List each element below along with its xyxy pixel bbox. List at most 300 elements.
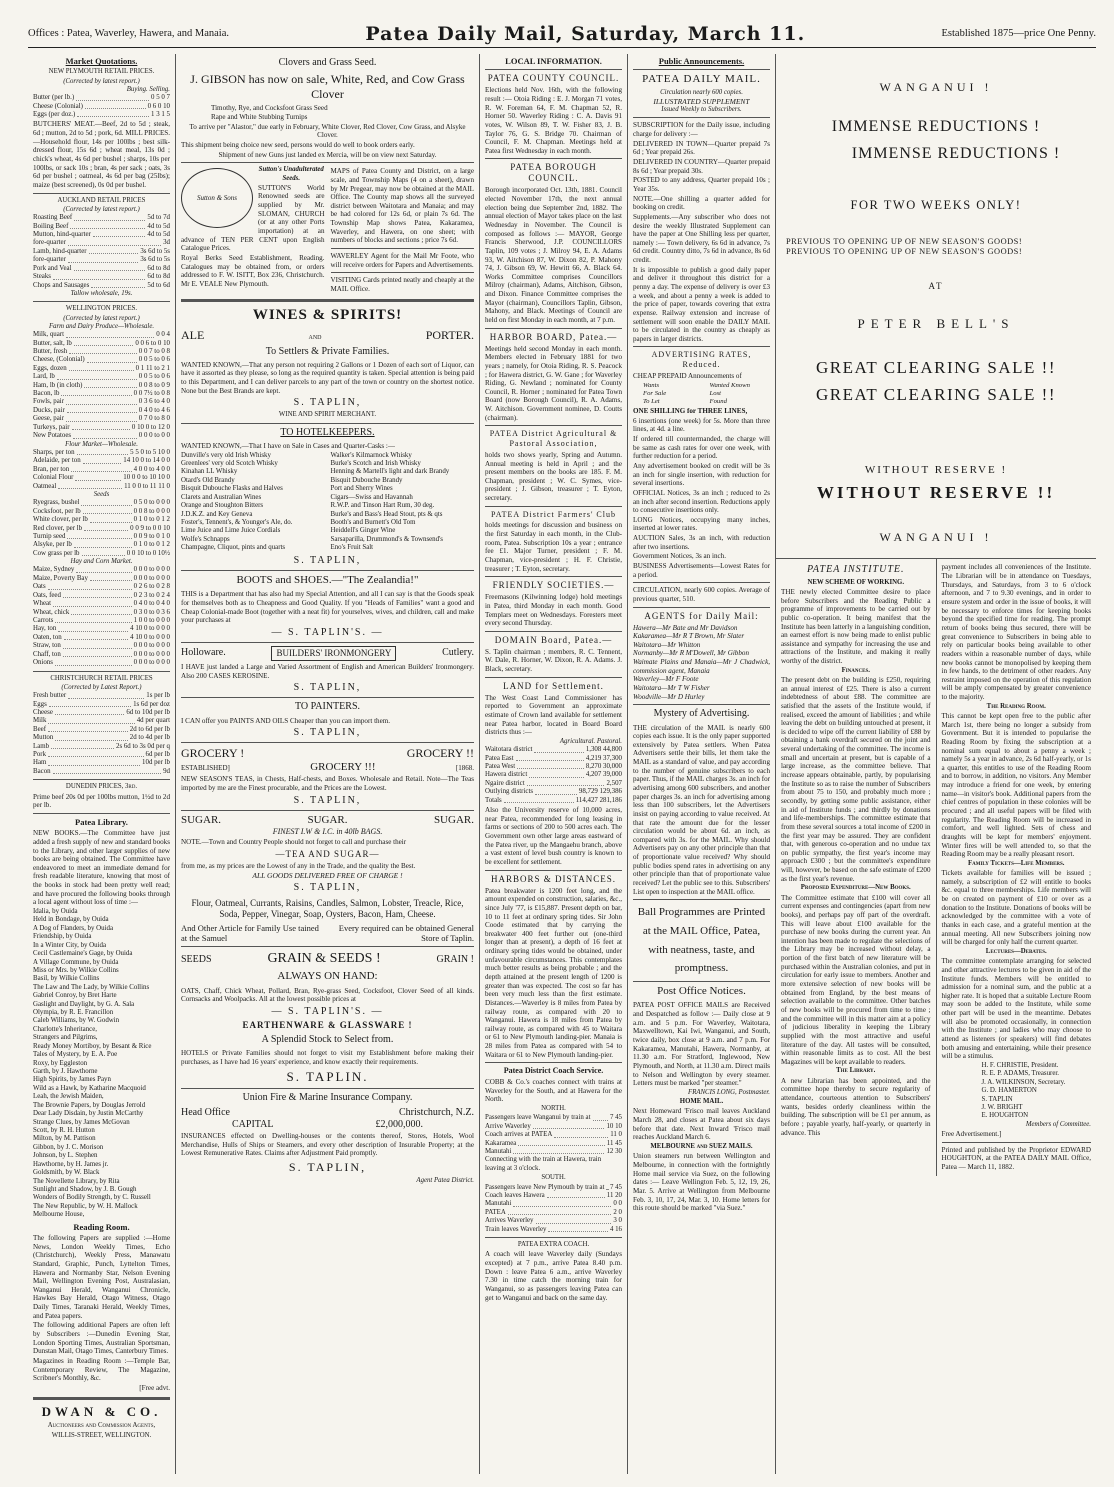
row-value: 114,427 281,186 xyxy=(575,796,622,804)
insertions-line: 6 insertions (one week) for 5s. More than three lines, at 4d. a line. xyxy=(633,416,770,434)
row-value: 14 10 0 to 14 0 0 xyxy=(123,457,170,465)
melbourne-text: Union steamers run between Wellington and Melbourne, in connection with the fortnightly Home mail service via Suez, on the following dates :— Leave Wellington Feb. 5, 12, 19, 26, Mar. 5. Arrive at Wellington from Melbourne Feb. 3, 10, 17, 24, Mar. 3, 10. Home letters for this route should be marked "via Suez." xyxy=(633,1152,770,1213)
price-row xyxy=(33,265,170,273)
clovers-heading: Clovers and Grass Seed. xyxy=(278,57,377,68)
price-row xyxy=(33,111,170,119)
committee-member: J. W. BRIGHT xyxy=(981,1104,1023,1112)
row-value: 0 0 0 to 0 0 0 xyxy=(133,650,170,658)
row-label: Pork and Veal xyxy=(33,264,72,272)
grocery-banner xyxy=(181,746,474,761)
insurances-text: INSURANCES effected on Dwelling-houses or the contents thereof, Stores, Hotels, Wool Merchandise, Hulls of Ships or Steamers, and every other description of Insurable Property; at the Lowest Remunerative Rates. Claims after Adjustment Paid promptly. xyxy=(181,1132,474,1158)
row-value: 3s 6d to 5s xyxy=(140,247,170,255)
du-text: Prime beef 20s 0d per 100lbs mutton, 1½d to 2d per lb. xyxy=(33,792,170,810)
price-row xyxy=(33,566,170,574)
row-label: Outlying districts xyxy=(485,788,534,796)
price-row xyxy=(485,1140,622,1148)
pdm-heading: PATEA DAILY MAIL. xyxy=(642,73,761,86)
library-sub-heading: The Library. xyxy=(836,1067,876,1075)
price-row xyxy=(33,508,170,516)
row-value: 0 0 5 to 0 6 xyxy=(138,373,170,381)
library-book: Gabriel Conroy, by Bret Harte xyxy=(33,992,117,1000)
row-label: Fowls, pair xyxy=(33,398,65,406)
library-book-list xyxy=(33,908,170,1220)
great-clearing-sale-1: GREAT CLEARING SALE !! xyxy=(816,358,1056,378)
friendly-heading: FRIENDLY SOCIETIES.— xyxy=(492,580,615,591)
row-value: 6d per lb xyxy=(145,751,170,759)
row-value: 6d to 8d xyxy=(147,273,170,281)
row-label: Coach leaves Hawera xyxy=(485,1192,545,1200)
row-label: fore-quarter xyxy=(33,239,66,247)
price-row xyxy=(33,768,170,776)
harbor-text: Meetings held second Monday in each month. Members elected in February 1881 for two years ; namely, for Otoia Riding, R. S. Peacock ; for Hawera district, G. W. Gane ; for Waverley Riding, G. Newland ; nominated for County Council, R. Horner ; nominated for Patea Town Board (now Borough Council), R. A. Adams, W. Aitchison. Government nominee, D. Coutts (chairman). xyxy=(485,344,622,422)
north-timetable xyxy=(485,1114,622,1173)
dwan-sub: Auctioneers and Commission Agents, xyxy=(47,1422,156,1430)
sugar-2: SUGAR. xyxy=(307,813,348,826)
borough-heading: PATEA BOROUGH COUNCIL. xyxy=(510,162,597,184)
price-row xyxy=(485,1226,622,1234)
row-label: Adelaide, per ton xyxy=(33,457,81,465)
library-text-cont: payment includes all conveniences of the Institute. The Librarian will be in attendance on Tuesdays, Thursdays, and Saturdays, from 3 to 6 o'clock afternoon, and 7 to 9.30 evenings, and in order to ensure system and order in the issue of books, it will be necessary to enforce times for keeping books beyond the specified time for reading. The prompt return of books being thus secured, there will be great convenience to Subscribers in being able to rely on particular books being available to other readers within a reasonable number of days, while new books cannot be monopolised by keeping them in few hands, to the detriment of other readers. Any restraint imposed on the operation of this regulation will be amply compensated by greater convenience to the majority. xyxy=(941,563,1091,702)
row-value: 0 0 10 to 0 10½ xyxy=(126,549,170,557)
row-value: 4,207 39,000 xyxy=(585,771,622,779)
library-book: The Brownie Papers, by Douglas Jerrold xyxy=(33,1101,146,1109)
price-row xyxy=(33,592,170,600)
gibson-lines: Timothy, Rye, and Cocksfoot Grass Seed Rape and White Stubbing Turnips xyxy=(211,104,328,122)
hotel-list-left xyxy=(181,452,325,553)
sutton-text: SUTTON'S World Renowned seeds are supplied by Mr. SLOMAN, CHURCH (or at any other Ports importation) at an advance of TEN PER CENT upon English Catalogue Prices. xyxy=(181,183,325,253)
hotel-item: Port and Sherry Wines xyxy=(330,485,393,493)
credit-text: Any advertisement booked on credit will be 3s an inch for single insertion, with reduction for several insertions. xyxy=(633,461,770,488)
hotel-item: Walker's Kilmarnock Whisky xyxy=(330,451,412,459)
price-row xyxy=(485,797,622,805)
price-row xyxy=(485,1217,622,1225)
south-timetable xyxy=(485,1184,622,1235)
established-word: ESTABLISHED] xyxy=(181,764,230,773)
row-label: Hay, ton xyxy=(33,625,57,633)
maps-ad: MAPS of Patea County and District, on a large scale, and Township Maps (4 on a sheet), drawn by Mr Pregear, may now be obtained at the MAIL Office. The County map shows all the surveyed district between Waitotara and Manaia; and may be had colored for 12s 6d, or plain 7s 6d. The Township Map shows Patea, Kakaramea, Waverley, and Hawera, on one sheet; with numbers of blocks and sections ; price 7s 6d. xyxy=(330,167,474,245)
reading-room-text: The following Papers are supplied :—Home News, London Weekly Times, Echo (Christchurch), Weekly Press, Manawatu Standard, Graphic, Punch, Lyttelton Times, Hawera and Normanby Star, Nelson Evening Mail, Wellington Evening Post, Australasian, Wanganui Herald, Wanganui Chronicle, Hawkes Bay Herald, Otago Witness, Otago Daily Times, Taranaki Herald, Weekly Times, and Patea papers. xyxy=(33,1233,170,1320)
price-row xyxy=(33,651,170,659)
price-row xyxy=(485,1184,622,1192)
wanted-known-1: WANTED KNOWN,—That any person not requiring 2 Gallons or 1 Dozen of each sort of Liquor, can have it assorted as they please, so long as the required quantity is taken. Special attention is being paid to this Department, and I can deliver parcels to any part of the town or country on the shortest notice. None but the Best Brands are kept. xyxy=(181,360,474,395)
ball-programmes-ad: Ball Programmes are Printed at the MAIL Office, Patea, with neatness, taste, and promptness. xyxy=(637,906,766,975)
cheap-list-b: Wanted Known Lost Found xyxy=(709,381,750,405)
reading-room-sub-text: This cannot be kept open free to the public after March 1st, there being no longer a subsidy from Government. But it is intended to popularise the Reading Room by fixing the subscription at a nominal sum equal to about a penny a week ; namely 5s a year in advance, 2s 6d half-yearly, or 1s a quarter, this entitles to use of the Reading Room and to borrow, in addition, no visitors. Any Member may introduce a friend for one week, by entering name—in visitor's book. Additional papers from the chief centres of population in these colonies will be procured ; and all useful papers will be filed with regularity. The Reading Room will be increased in comfort, and well lighted. Sets of chess and draughts will be kept for members' enjoyment. Winter fires will be well attended to, so that the Reading Room may be a really pleasant resort. xyxy=(941,712,1091,859)
to-settlers-line: To Settlers & Private Families. xyxy=(265,345,390,357)
price-row xyxy=(33,239,170,247)
library-book: Wild as a Hawk, by Katharine Macquoid xyxy=(33,1084,146,1092)
price-row xyxy=(485,755,622,763)
ale-word: ALE xyxy=(181,327,205,342)
grain-word: GRAIN ! xyxy=(436,954,474,966)
row-label: Arrives Waverley xyxy=(485,1217,534,1225)
row-label: Oatmeal xyxy=(33,482,57,490)
for-two-weeks: FOR TWO WEEKS ONLY! xyxy=(850,197,1022,212)
row-value: 11 45 xyxy=(606,1139,622,1147)
row-value: 0 0 8 to 0 0 0 xyxy=(133,507,170,515)
row-label: PATEA xyxy=(485,1208,506,1216)
tea-text: from me, as my prices are the Lowest of any in the Trade, and the quality the Best. xyxy=(181,861,416,870)
row-label: Passengers leave Wanganui by train at xyxy=(485,1114,591,1122)
taplins-line-2: — S. TAPLIN'S. — xyxy=(271,1006,384,1018)
waverley-agent-ad: WAVERLEY Agent for the Mail Mr Foote, who will receive orders for Papers and Advertisements. xyxy=(330,252,474,269)
library-book: Tales of Mystery, by E. A. Poe xyxy=(33,1051,118,1059)
row-value: 0 0 6 to 0 10 xyxy=(135,339,170,347)
hotel-item: Otard's Old Brandy xyxy=(181,476,235,484)
countermanded-text: If ordered till countermanded, the charge will be same as cash rates for over one week, with further reduction for a period. xyxy=(633,435,770,461)
row-label: Cow grass per lb xyxy=(33,549,80,557)
row-value: 0 0 7½ to 0 8 xyxy=(133,390,170,398)
grocery-banner-2 xyxy=(181,761,474,774)
hotel-item: Lime Juice and Lime Juice Cordials xyxy=(181,527,281,535)
price-row xyxy=(485,788,622,796)
row-label: Waitotara district xyxy=(485,746,533,754)
porter-word: PORTER. xyxy=(425,327,474,342)
public-announcements-heading: Public Announcements. xyxy=(658,56,745,66)
gibson-headline: J. GIBSON has now on sale, White, Red, and Cow Grass Clover xyxy=(190,72,465,101)
reading-room-heading: Reading Room. xyxy=(73,1221,130,1232)
taplin-signature-1: S. TAPLIN, xyxy=(293,397,362,409)
capital-line xyxy=(181,1119,474,1131)
domain-heading: DOMAIN Board, Patea.— xyxy=(494,634,613,645)
previous-line-1: PREVIOUS TO OPENING UP OF NEW SEASON'S GOODS! xyxy=(786,236,1023,246)
head-office-line xyxy=(181,1107,474,1119)
row-label: Lard, lb xyxy=(33,373,55,381)
price-row xyxy=(33,382,170,390)
extra-coach-heading: PATEA EXTRA COACH. xyxy=(517,1241,590,1249)
price-row xyxy=(485,746,622,754)
gibson-guns: Shipment of new Guns just landed ex Mercia, will be on view next Saturday. xyxy=(218,150,437,159)
row-value: 0 0 0 to 0 0 0 xyxy=(133,566,170,574)
row-label: Hawera district xyxy=(485,771,528,779)
row-value: 0 0 9 to 0 0 10 xyxy=(130,524,170,532)
price-row xyxy=(485,780,622,788)
boots-text: THIS is a Department that has also had my Special Attention, and all I can say is that the Goods speak for themselves both as to Cheapness and Good Quality. If you "Heads of Families" want a good and Cheap Colonial-made Boot (together with a neat fit) for yourselves, wives, and children, call and make your purchases at xyxy=(181,590,474,625)
without-reserve-1: WITHOUT RESERVE ! xyxy=(864,463,1008,476)
price-row xyxy=(33,432,170,440)
price-row xyxy=(485,1123,622,1131)
row-value: 4d to 5d xyxy=(147,231,170,238)
wines-spirits-heading: WINES & SPIRITS! xyxy=(252,306,403,323)
row-label: Patea East xyxy=(485,754,514,762)
row-label: Manutahi xyxy=(485,1200,512,1208)
ch-subheading: (Corrected by Latest Report.) xyxy=(61,683,142,691)
taplin-signature-3: S. TAPLIN, xyxy=(293,682,362,694)
library-book: Gaslight and Daylight, by G. A. Sala xyxy=(33,1000,135,1008)
hotel-list-right xyxy=(331,452,475,553)
row-label: White clover, per lb xyxy=(33,516,88,524)
row-label: Bran, per ton xyxy=(33,465,70,473)
row-label: Oats, feed xyxy=(33,591,61,599)
row-label: Oats xyxy=(33,583,46,591)
and-word: AND xyxy=(308,334,322,341)
price-row xyxy=(33,550,170,558)
library-book: Goldsmith, by W. Black xyxy=(33,1169,100,1177)
one-shilling-line: ONE SHILLING for THREE LINES, xyxy=(633,407,748,416)
price-row xyxy=(33,373,170,381)
row-value: 0 3 6 to 4 0 xyxy=(138,398,170,406)
price-row xyxy=(33,609,170,617)
row-value: 0 0 0 to 0 0 0 xyxy=(133,659,170,667)
gibson-note: This shipment being choice new seed, persons would do well to book orders early. xyxy=(181,141,415,149)
hotel-item: Wolfe's Schnapps xyxy=(181,535,230,543)
offices-line: Offices : Patea, Waverley, Hawera, and Manaia. xyxy=(28,28,229,40)
row-label: Onions xyxy=(33,659,53,667)
row-value: 0 3 0 to 0 3 6 xyxy=(133,608,170,616)
agent-signature: S. TAPLIN, xyxy=(288,1160,367,1175)
price-row xyxy=(33,398,170,406)
row-value: 0 0 7 to 0 8 xyxy=(138,347,170,355)
row-label: Ryegrass, bushel xyxy=(33,499,80,507)
ale-porter-line xyxy=(181,328,474,343)
price-row xyxy=(33,483,170,491)
row-label: Turnip seed xyxy=(33,532,66,540)
price-row xyxy=(33,407,170,415)
row-value: 5 5 0 to 5 10 0 xyxy=(130,448,170,456)
hotel-item: Dunville's very old Irish Whisky xyxy=(181,451,271,459)
wanganui-top: WANGANUI ! xyxy=(879,80,993,94)
posted-delivery: POSTED to any address, Quarter prepaid 10s ; Year 35s. xyxy=(633,176,770,193)
row-label: Butter, salt, lb xyxy=(33,339,72,347)
row-value: 11 20 xyxy=(606,1192,622,1200)
row-label: Train leaves Waverley xyxy=(485,1225,547,1233)
row-label: Butter (per lb.) xyxy=(33,94,75,102)
land-columns: Agricultural. Pastoral. xyxy=(559,737,622,745)
we-hay-heading: Hay and Corn Market. xyxy=(70,558,133,566)
row-label: Eggs (per doz.) xyxy=(33,111,76,119)
immense-reductions-2: IMMENSE REDUCTIONS ! xyxy=(851,145,1061,163)
row-value: 0 0 8 to 0 9 xyxy=(138,381,170,389)
grocery-1: GROCERY ! xyxy=(181,746,245,761)
row-label: Boiling Beef xyxy=(33,222,69,230)
price-row xyxy=(33,583,170,591)
price-row xyxy=(33,466,170,474)
library-book: Friendship, by Ouida xyxy=(33,933,92,941)
hotel-item: J.D.K.Z. and Key Geneva xyxy=(181,510,253,518)
library-book: Dear Lady Disdain, by Justin McCarthy xyxy=(33,1110,144,1118)
splendid-stock-line: A Splendid Stock to Select from. xyxy=(261,1034,394,1046)
institute-heading: PATEA INSTITUTE. xyxy=(807,564,905,576)
hotel-item: Henning & Martell's light and dark Brandy xyxy=(330,468,450,476)
row-value: 4d per quart xyxy=(136,717,170,725)
price-row xyxy=(33,709,170,717)
farmers-heading: PATEA District Farmers' Club xyxy=(491,509,616,519)
price-row xyxy=(33,499,170,507)
tea-sugar-line: —TEA AND SUGAR— xyxy=(275,848,380,859)
library-book: Wonders of Bodily Strength, by C. Russell xyxy=(33,1194,151,1202)
price-row xyxy=(485,1200,622,1208)
wanganui-bottom: WANGANUI ! xyxy=(879,529,993,544)
row-label: Patea West xyxy=(485,763,516,771)
row-label: Cheese, (Colonial) xyxy=(33,356,85,364)
price-row xyxy=(33,759,170,767)
price-row xyxy=(33,449,170,457)
taplins-line: — S. TAPLIN'S. — xyxy=(271,626,384,638)
row-value: 98,729 129,386 xyxy=(578,788,622,796)
price-row xyxy=(33,726,170,734)
row-label: Colonial Flour xyxy=(33,474,74,482)
price-row xyxy=(33,331,170,339)
price-row xyxy=(33,282,170,290)
circulation-line: Circulation nearly 600 copies. xyxy=(660,88,743,96)
country-delivery: DELIVERED IN COUNTRY—Quarter prepaid 8s 6d ; Year prepaid 30s. xyxy=(633,158,770,175)
committee-member: S. TAPLIN xyxy=(981,1095,1013,1103)
peter-bells: PETER BELL'S xyxy=(857,316,1015,332)
price-row xyxy=(33,103,170,111)
hotel-item: Eno's Fruit Salt xyxy=(330,544,374,552)
row-label: Oaten, ton xyxy=(33,633,62,641)
library-book: The New Republic, by W. H. Mallock xyxy=(33,1202,138,1210)
sutton-foot: Royal Berks Seed Establishment, Reading. Catalogues may be obtained from, or orders addressed to F. W. ISITT, Box 236, Christchurch. Mr E. VEALE New Plymouth. xyxy=(181,253,325,288)
row-label: Ham, lb (in cloth) xyxy=(33,381,83,389)
ironmongery-banner xyxy=(181,646,474,661)
row-label: Eggs, dozen xyxy=(33,364,67,372)
sutton-seal-icon xyxy=(181,168,253,228)
illustrated-supplement: ILLUSTRATED SUPPLEMENT xyxy=(653,97,750,107)
committee-member: R. E. P. ADAMS, Treasurer. xyxy=(981,1070,1060,1078)
head-office-word: Head Office xyxy=(181,1106,230,1118)
family-tickets-heading: Family Tickets—Life Members. xyxy=(967,859,1065,867)
library-book: High Spirits, by James Payn xyxy=(33,1076,111,1084)
christchurch-word: Christchurch, N.Z. xyxy=(399,1106,474,1118)
town-delivery: DELIVERED IN TOWN—Quarter prepaid 7s 6d ; Year prepaid 26s. xyxy=(633,139,770,157)
row-label: Roasting Beef xyxy=(33,214,73,222)
column-market xyxy=(28,54,176,1474)
library-intro: NEW BOOKS.—The Committee have just added a fresh supply of new and standard books to the Library, and other larger supplies of new books are being obtained. The Committee have endeavored to meet an immediate demand for fresh readable literature, knowing that most of the books in stock had been pretty well read; and have procured the following books through a local agent without loss of time :— xyxy=(33,829,170,907)
committee-member: G. D. HAMERTON xyxy=(981,1087,1037,1095)
du-heading: DUNEDIN PRICES, 3rd. xyxy=(65,783,138,791)
row-label: Milk xyxy=(33,717,47,725)
row-label: Turkeys, pair xyxy=(33,423,70,431)
row-value: 0 6 0 10 xyxy=(147,102,170,110)
row-value: 2d to 4d per lb xyxy=(129,734,170,742)
home-mail-text: Next Homeward 'Frisco mail leaves Auckland March 28, and closes at Patea about six days before that date. Next Inward 'Frisco mail reaches Auckland March 6. xyxy=(633,1107,770,1142)
we-flour-heading: Flour Market—Wholesale. xyxy=(65,440,138,448)
year-word: [1868. xyxy=(455,764,474,773)
row-value: 11 0 xyxy=(610,1131,622,1139)
price-row xyxy=(33,415,170,423)
dwan-address: WILLIS-STREET, WELLINGTON. xyxy=(51,1431,152,1439)
hotel-item: Foster's, Tennent's, & Younger's Ale, do. xyxy=(181,518,293,526)
row-value: 4 16 xyxy=(609,1225,622,1233)
lectures-heading: Lectures—Debates. xyxy=(985,947,1047,955)
hotel-item: Sarsaparilla, Drummond's & Townsend's xyxy=(330,535,443,543)
price-row xyxy=(33,525,170,533)
au-heading: AUCKLAND RETAIL PRICES xyxy=(57,196,146,204)
committee-member: E. HOUGHTON xyxy=(981,1112,1029,1120)
row-value: 0 0 0 to 0 0 0 xyxy=(133,642,170,650)
land-heading: LAND for Settlement. xyxy=(503,680,604,691)
harbor-heading: HARBOR BOARD, Patea.— xyxy=(489,331,618,342)
library-book: The Novellette Library, by Rita xyxy=(33,1177,120,1185)
agri-text: holds two shows yearly, Spring and Autumn. Annual meeting is held in April ; and the present members on the books are 185. F. M. Chapman, president ; W. C. Symes, vice-president ; J. Gibson, treasurer ; T. Eyton, secretary. xyxy=(485,450,622,503)
price-row xyxy=(485,1114,622,1122)
np-columns: Buying. Selling. xyxy=(126,85,170,93)
library-book: Milton, by M. Pattison xyxy=(33,1135,96,1143)
column-announcements xyxy=(628,54,776,1474)
row-value: 0 10 0 to 12 0 xyxy=(131,423,170,431)
institute-text: THE newly elected Committee desire to place before Subscribers and the Reading Public a programme of improvements to be carried out by public co-operation. It being manifest that the Institute has been latterly in a languishing condition, an earnest effort is now being made to enlist public assistance and sympathy for increasing the use and attractions of the Institute, and making it really worthy of the district. xyxy=(781,587,931,666)
sugar-banner xyxy=(181,814,474,827)
we-seed-list xyxy=(33,499,170,558)
land-table xyxy=(485,746,622,805)
sutton-seal-text: Sutton & Sons xyxy=(196,194,238,203)
oats-text: OATS, Chaff, Chick Wheat, Pollard, Bran, Rye-grass Seed, Cocksfoot, Clover Seed of all kinds. Cornsacks and Woolpacks. All at the lowest possible prices at xyxy=(181,986,474,1004)
cheap-list-a: Wants For Sale To Let xyxy=(643,381,667,405)
row-label: Coach arrives at PATEA xyxy=(485,1131,553,1139)
price-row xyxy=(33,617,170,625)
painters-text: I CAN offer you PAINTS AND OILS Cheaper than you can import them. xyxy=(181,716,391,725)
row-label: New Potatoes xyxy=(33,432,72,440)
business-ads: BUSINESS Advertisements—Lowest Rates for a period. xyxy=(633,562,770,579)
price-row xyxy=(33,625,170,633)
lectures-text: The committee contemplate arranging for selected and other attractive lectures to be given in aid of the Institute funds. Members will be entitled to admission for a nominal sum, and the public at a higher rate. It is hoped that a suitable Lecture Room may soon be added to the Institute, while some other part will be used in the meantime. Debates will also be promoted occasionally, in connection with the Institute ; and ladies who may choose to attend as listeners (or speakers) will find debates both amusing and entertaining, while their presence will be a stimulus. xyxy=(941,957,1091,1061)
postmaster-sig: FRANCIS LONG, Postmaster. xyxy=(688,1088,770,1096)
row-value: 1 3 1 5 xyxy=(151,111,170,119)
established-line: Established 1875—price One Penny. xyxy=(941,28,1096,40)
price-row xyxy=(33,356,170,364)
price-row xyxy=(33,533,170,541)
library-book: Cecil Castlemaine's Gage, by Ouida xyxy=(33,950,133,958)
column-local xyxy=(480,54,628,1474)
north-heading: NORTH. xyxy=(541,1105,566,1113)
free-advertisement: Free Advertisement.] xyxy=(941,1130,1002,1139)
library-book: Miss or Mrs. by Wilkie Collins xyxy=(33,966,119,974)
row-value: 0 0 9 to 0 1 0 xyxy=(133,532,170,540)
row-value: 0 2 6 to 0 2 8 xyxy=(133,583,170,591)
note-text: NOTE.—Town and Country People should not forget to call and purchase their xyxy=(181,838,407,847)
price-row xyxy=(33,223,170,231)
capital-value: £2,000,000. xyxy=(375,1118,423,1130)
np-subheading: (Corrected by latest report.) xyxy=(63,77,140,85)
we-flour-list xyxy=(33,449,170,491)
price-row xyxy=(485,1148,622,1156)
hotel-item: Kinahan LL Whisky xyxy=(181,468,238,476)
library-book: Strangers and Pilgrims, xyxy=(33,1034,98,1042)
taplin-signature-2: S. TAPLIN, xyxy=(293,554,362,566)
row-label: Sharps, per ton xyxy=(33,448,75,456)
proposed-heading: Proposed Expenditure—New Books. xyxy=(800,884,911,892)
row-value: 1s 6d per doz xyxy=(133,700,170,708)
column-taplin xyxy=(176,54,480,1474)
ch-heading: CHRISTCHURCH RETAIL PRICES xyxy=(50,674,153,682)
price-row xyxy=(33,231,170,239)
delivered-free-line: ALL GOODS DELIVERED FREE OF CHARGE ! xyxy=(252,871,403,881)
previous-line-2: PREVIOUS TO OPENING UP OF NEW SEASON'S GOODS! xyxy=(786,247,1023,257)
reading-room-sub-heading: The Reading Room. xyxy=(986,702,1046,710)
library-book: Melbourne House, xyxy=(33,1211,85,1219)
cutlery-word: Cutlery. xyxy=(442,647,474,659)
price-row xyxy=(33,717,170,725)
row-label: Wheat, chick xyxy=(33,608,70,616)
hotel-item: Burke's and Bass's Head Stout, pts & qts xyxy=(330,510,443,518)
row-value: 0 1 0 to 0 1 2 xyxy=(133,541,170,549)
reading-room-text2: The following additional Papers are often left by Subscribers :—Dunedin Evening Star, London Sporting Times, Australian Sportsman, Dunstan Mail, Otago Times, Canterbury Times. xyxy=(33,1321,170,1356)
row-value: 7 45 xyxy=(609,1183,622,1191)
library-book: Leah, the Jewish Maiden, xyxy=(33,1093,104,1101)
sugar-3: SUGAR. xyxy=(433,813,474,826)
local-info-heading: LOCAL INFORMATION. xyxy=(505,56,602,66)
every-required: Every required can be obtained General Store of Taplin. xyxy=(338,922,474,943)
hotel-item: Clarets and Australian Wines xyxy=(181,493,262,501)
row-value: 10d per lb xyxy=(142,759,170,767)
price-row xyxy=(33,390,170,398)
finances-text: The present debt on the building is £250, requiring an annual interest of £25. There is also a current indebtedness of about £88. The committee are satisfied that the assets of the Institute would, if realised, exceed the amount of liabilities ; and while leaving the debt on building untouched at present, it is decided to wipe off the current liability of £88 by obtaining a bank overdraft secured on the joint and several undertaking of the committee. The income is small and uncertain at present, but is capable of a large increase, as the committee believe. That increase appears obtainable, partly, by popularising the Institute so as to raise the number of Subscribers from about 75 to 150, and probably much more ; secondly, by getting some public assistance, either in aid of Institute funds ; and thirdly by donations and life-memberships. The committee estimate that from these several sources a total income of £200 in the first year may be assured. They are confident that, with generous co-operation and no undue tax on public sympathy, the first year's income may approach £300 ; but the committee's expenditure will, however, be based on the safe estimate of £200 as the first year's revenue. xyxy=(781,675,931,883)
post-office-text: PATEA POST OFFICE MAILS are Received and Despatched as follow :— Daily close at 9 a.m. and 5 p.m. For Waverley, Waitotara, Maxwelltown, Kai Iwi, Wanganui, and South, twice daily, box close at 9 a.m. and 7 p.m. For Kakaramea, Manutahi, Hawera, Normanby, at 11.30 a.m. For Stratford, Inglewood, New Plymouth, and North, at 11.30 a.m. Direct mails to Nelson and Wellington by every steamer. Letters must be marked "per steamer." xyxy=(633,1001,770,1088)
library-book: Held in Bondage, by Ouida xyxy=(33,916,109,924)
we-price-list xyxy=(33,331,170,440)
row-value: 0 0 0 to 0 0 xyxy=(138,432,170,440)
